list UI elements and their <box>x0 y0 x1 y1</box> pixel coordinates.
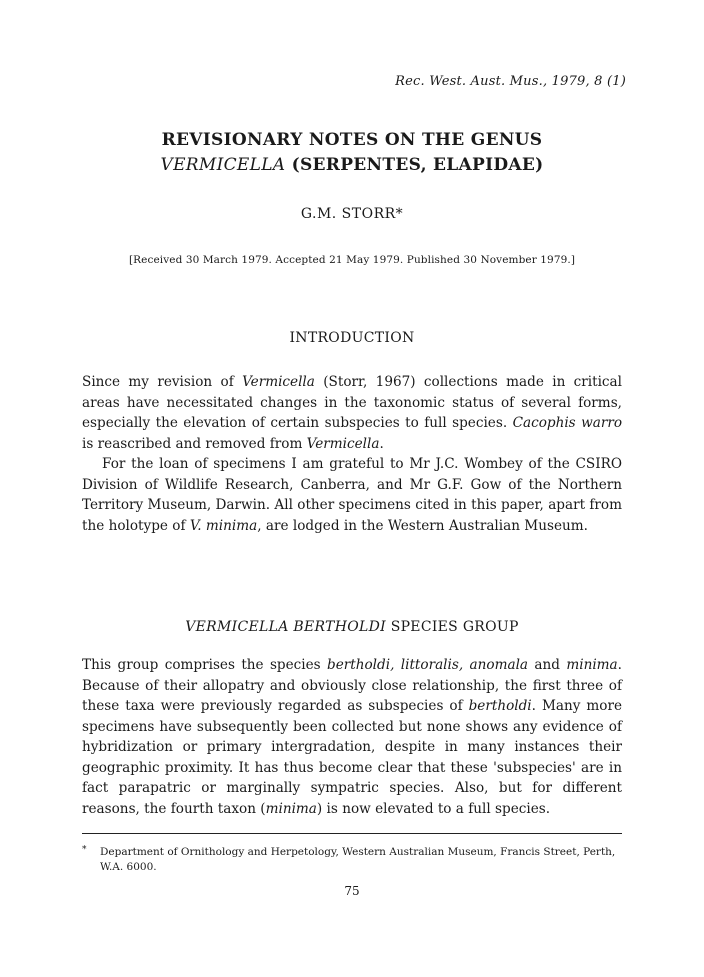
title-genus-italic: VERMICELLA <box>160 155 286 175</box>
text-run: . <box>379 435 384 452</box>
title-line-2 <box>0 153 704 178</box>
italic-run: VERMICELLA BERTHOLDI <box>185 619 386 635</box>
introduction-paragraph-2 <box>82 454 622 536</box>
text-run: , are lodged in the Western Australian Museum. <box>257 517 588 534</box>
text-run: . Many more specimens have subsequently been collected but none shows any evidence of hybridization or primary intergradation, despite in many instances their geographic proximity. It has thus become clear that these 'subspecies' are in fact parapatric or marginally sympatric species. Also, but for different reasons, the fourth taxon ( <box>82 698 623 817</box>
text-run: For the loan of specimens I am grateful to Mr J.C. Wombey of the CSIRO Division of Wildlife Research, Canberra, and Mr G.F. Gow of the Northern Territory Museum, Darwin. All other specimens cited in this paper, apart from the holotype of <box>82 456 622 534</box>
italic-run: V. minima <box>189 517 258 534</box>
introduction-paragraph-1 <box>82 372 622 454</box>
italic-run: Cacophis warro <box>512 415 623 431</box>
article-title <box>0 128 704 178</box>
italic-run: bertholdi, littoralis, anomala <box>327 657 529 673</box>
footnote-mark: * <box>82 845 87 855</box>
footnote-divider <box>82 833 622 834</box>
text-run: Since my revision of <box>82 374 243 390</box>
italic-run: Vermicella <box>306 435 380 452</box>
italic-run: Vermicella <box>242 374 315 390</box>
italic-run: minima <box>566 657 618 673</box>
footnote-text: Department of Ornithology and Herpetology, Western Australian Museum, Francis Street, Perth, W.A. 6000. <box>100 846 616 873</box>
text-run: This group comprises the species <box>82 657 328 673</box>
title-line-1: REVISIONARY NOTES ON THE GENUS <box>161 130 543 150</box>
text-run: ) is now elevated to a full species. <box>316 800 551 817</box>
species-group-heading <box>0 619 704 635</box>
italic-run: bertholdi <box>468 698 532 714</box>
species-group-paragraph <box>82 655 622 819</box>
journal-reference: Rec. West. Aust. Mus., 1979, 8 (1) <box>395 74 626 89</box>
introduction-heading: INTRODUCTION <box>289 330 415 346</box>
text-run: . Because of their allopatry and obviously close relationship, the first three of these taxa were previously regarded as subspecies of <box>82 657 622 714</box>
italic-run: minima <box>265 800 317 817</box>
title-line-2-rest: (SERPENTES, ELAPIDAE) <box>285 155 544 175</box>
page-number: 75 <box>344 884 360 898</box>
footnote <box>82 845 622 875</box>
text-run: is reascribed and removed from <box>82 435 307 452</box>
text-run: and <box>528 657 567 673</box>
text-run: SPECIES GROUP <box>385 619 519 635</box>
author-name: G.M. STORR* <box>300 206 404 222</box>
publication-dates: [Received 30 March 1979. Accepted 21 May 1979. Published 30 November 1979.] <box>128 254 576 266</box>
text-run: (Storr, 1967) collections made in critical areas have necessitated changes in the taxonomic status of several forms, especially the elevation of certain subspecies to full species. <box>82 374 622 431</box>
